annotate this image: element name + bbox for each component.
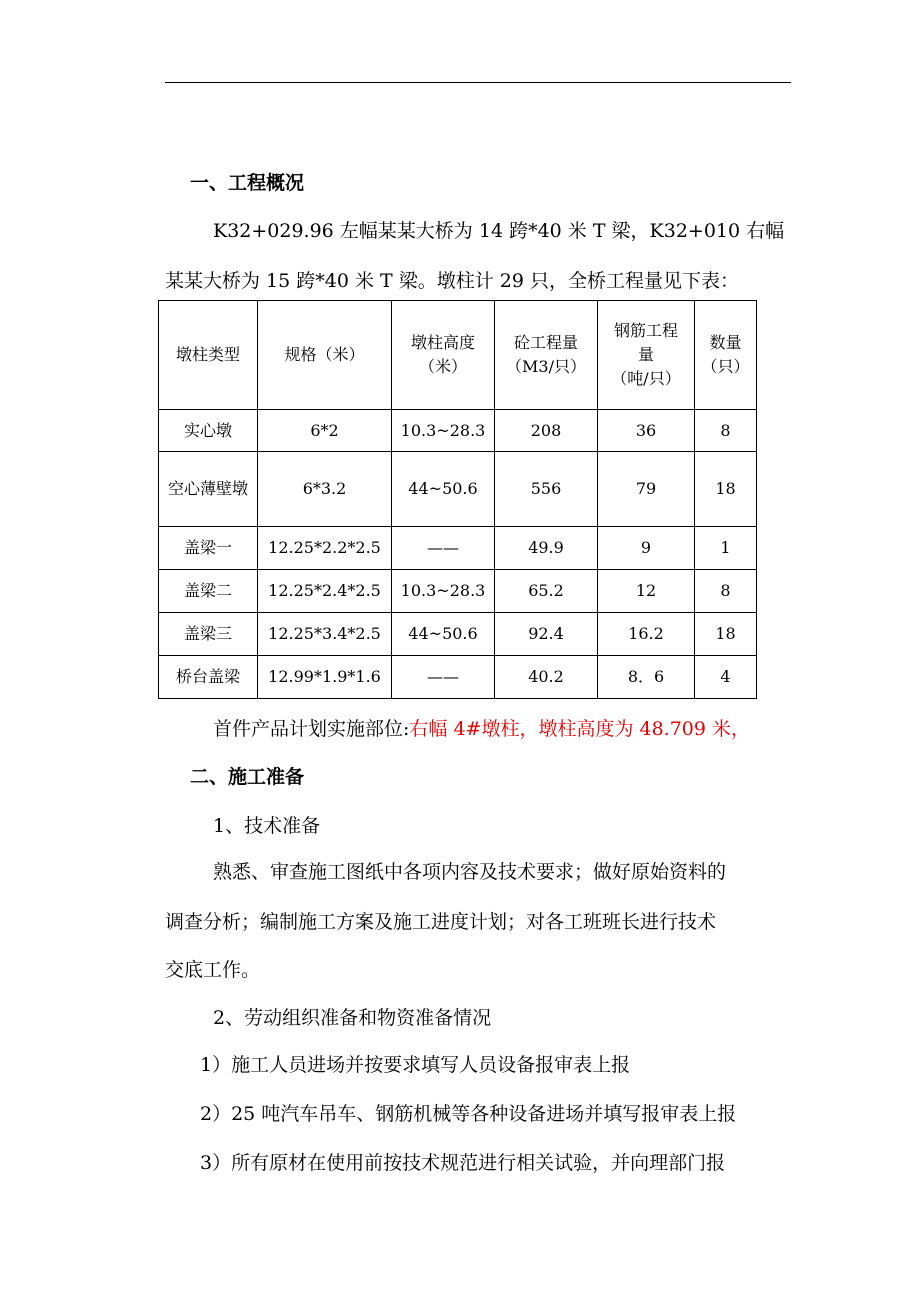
cell-type: 盖梁二 <box>159 570 258 613</box>
cell-count: 8 <box>695 410 757 452</box>
table-row <box>159 570 757 613</box>
cell-concrete: 40.2 <box>495 656 598 699</box>
cell-type: 盖梁一 <box>159 527 258 570</box>
section1-heading: 一、工程概况 <box>190 172 305 194</box>
quantity-table <box>158 300 757 699</box>
cell-spec: 12.25*2.2*2.5 <box>258 527 392 570</box>
overview-line-1: K32+029.96 左幅某某大桥为 14 跨*40 米 T 梁，K32+010 右幅 <box>213 220 785 242</box>
cell-concrete: 556 <box>495 452 598 527</box>
labor-prep-heading: 2、劳动组织准备和物资准备情况 <box>213 1007 492 1029</box>
table-row <box>159 613 757 656</box>
tech-prep-line-1: 熟悉、审查施工图纸中各项内容及技术要求；做好原始资料的 <box>213 861 727 883</box>
header-rule <box>165 82 791 83</box>
header-concrete: 砼工程量 （M3/只） <box>495 301 598 410</box>
cell-type: 实心墩 <box>159 410 258 452</box>
tech-prep-line-2: 调查分析；编制施工方案及施工进度计划；对各工班班长进行技术 <box>165 911 717 933</box>
cell-spec: 6*2 <box>258 410 392 452</box>
cell-rebar: 12 <box>598 570 695 613</box>
cell-concrete: 208 <box>495 410 598 452</box>
cell-height: —— <box>392 527 495 570</box>
tech-prep-heading: 1、技术准备 <box>213 815 321 837</box>
first-product-highlight: 右幅 4#墩柱，墩柱高度为 48.709 米， <box>409 718 751 740</box>
list-item: 3）所有原材在使用前按技术规范进行相关试验，并向理部门报 <box>200 1152 726 1174</box>
table-row <box>159 656 757 699</box>
cell-type: 空心薄壁墩 <box>159 452 258 527</box>
cell-spec: 6*3.2 <box>258 452 392 527</box>
cell-concrete: 65.2 <box>495 570 598 613</box>
cell-type: 盖梁三 <box>159 613 258 656</box>
tech-prep-line-3: 交底工作。 <box>165 959 261 981</box>
cell-rebar: 8．6 <box>598 656 695 699</box>
cell-concrete: 92.4 <box>495 613 598 656</box>
cell-spec: 12.99*1.9*1.6 <box>258 656 392 699</box>
header-count: 数量 （只） <box>695 301 757 410</box>
table-row <box>159 527 757 570</box>
cell-count: 1 <box>695 527 757 570</box>
list-item: 2）25 吨汽车吊车、钢筋机械等各种设备进场并填写报审表上报 <box>200 1103 737 1125</box>
cell-concrete: 49.9 <box>495 527 598 570</box>
table-row <box>159 452 757 527</box>
cell-spec: 12.25*2.4*2.5 <box>258 570 392 613</box>
cell-height: 44~50.6 <box>392 613 495 656</box>
cell-count: 18 <box>695 613 757 656</box>
cell-count: 8 <box>695 570 757 613</box>
cell-height: 10.3~28.3 <box>392 410 495 452</box>
cell-count: 18 <box>695 452 757 527</box>
header-height: 墩柱高度 （米） <box>392 301 495 410</box>
cell-rebar: 79 <box>598 452 695 527</box>
cell-rebar: 9 <box>598 527 695 570</box>
first-product-line <box>213 717 750 741</box>
cell-type: 桥台盖梁 <box>159 656 258 699</box>
header-rebar: 钢筋工程 量 （吨/只） <box>598 301 695 410</box>
header-pier-type: 墩柱类型 <box>159 301 258 410</box>
table-header-row <box>159 301 757 410</box>
cell-rebar: 16.2 <box>598 613 695 656</box>
cell-height: —— <box>392 656 495 699</box>
list-item: 1）施工人员进场并按要求填写人员设备报审表上报 <box>200 1054 631 1076</box>
section2-heading: 二、施工准备 <box>190 766 305 788</box>
table-row <box>159 410 757 452</box>
cell-rebar: 36 <box>598 410 695 452</box>
overview-line-2: 某某大桥为 15 跨*40 米 T 梁。墩柱计 29 只，全桥工程量见下表： <box>165 270 739 292</box>
cell-count: 4 <box>695 656 757 699</box>
cell-height: 44~50.6 <box>392 452 495 527</box>
first-product-prefix: 首件产品计划实施部位: <box>213 718 410 740</box>
cell-spec: 12.25*3.4*2.5 <box>258 613 392 656</box>
header-spec: 规格（米） <box>258 301 392 410</box>
cell-height: 10.3~28.3 <box>392 570 495 613</box>
